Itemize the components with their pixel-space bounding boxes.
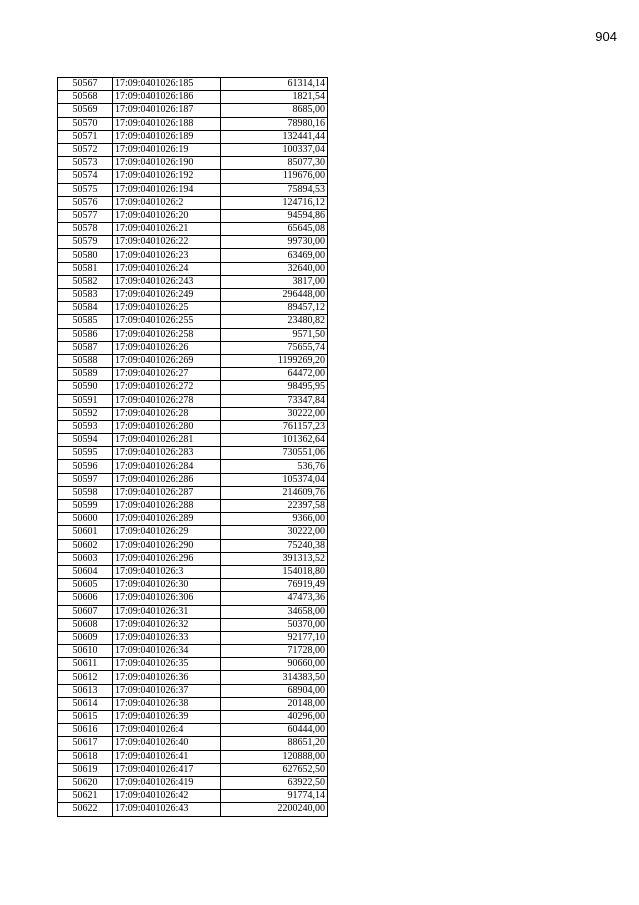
cadastral-value-cell: 730551,06 (221, 447, 328, 460)
row-number-cell: 50613 (58, 684, 113, 697)
table-row (58, 724, 328, 737)
cadastral-number-cell: 17:09:0401026:34 (113, 645, 221, 658)
table-row (58, 275, 328, 288)
cadastral-number-cell: 17:09:0401026:290 (113, 539, 221, 552)
row-number-cell: 50574 (58, 170, 113, 183)
cadastral-value-cell: 119676,00 (221, 170, 328, 183)
cadastral-number-cell: 17:09:0401026:4 (113, 724, 221, 737)
cadastral-value-cell: 68904,00 (221, 684, 328, 697)
cadastral-value-cell: 124716,12 (221, 196, 328, 209)
row-number-cell: 50607 (58, 605, 113, 618)
cadastral-value-cell: 89457,12 (221, 302, 328, 315)
cadastral-value-cell: 30222,00 (221, 407, 328, 420)
table-row (58, 552, 328, 565)
cadastral-number-cell: 17:09:0401026:190 (113, 157, 221, 170)
cadastral-number-cell: 17:09:0401026:19 (113, 143, 221, 156)
cadastral-number-cell: 17:09:0401026:283 (113, 447, 221, 460)
cadastral-value-cell: 75655,74 (221, 341, 328, 354)
cadastral-number-cell: 17:09:0401026:3 (113, 565, 221, 578)
table-row (58, 302, 328, 315)
cadastral-value-cell: 105374,04 (221, 473, 328, 486)
cadastral-value-cell: 78980,16 (221, 117, 328, 130)
row-number-cell: 50606 (58, 592, 113, 605)
cadastral-value-cell: 90660,00 (221, 658, 328, 671)
cadastral-number-cell: 17:09:0401026:280 (113, 420, 221, 433)
cadastral-number-cell: 17:09:0401026:26 (113, 341, 221, 354)
table-row (58, 78, 328, 91)
table-row (58, 183, 328, 196)
cadastral-number-cell: 17:09:0401026:417 (113, 763, 221, 776)
cadastral-number-cell: 17:09:0401026:194 (113, 183, 221, 196)
cadastral-value-cell: 92177,10 (221, 631, 328, 644)
cadastral-number-cell: 17:09:0401026:29 (113, 526, 221, 539)
cadastral-number-cell: 17:09:0401026:24 (113, 262, 221, 275)
row-number-cell: 50573 (58, 157, 113, 170)
table-row (58, 658, 328, 671)
row-number-cell: 50610 (58, 645, 113, 658)
cadastral-number-cell: 17:09:0401026:192 (113, 170, 221, 183)
row-number-cell: 50586 (58, 328, 113, 341)
row-number-cell: 50578 (58, 223, 113, 236)
page-number: 904 (595, 29, 617, 44)
cadastral-number-cell: 17:09:0401026:287 (113, 486, 221, 499)
table-row (58, 91, 328, 104)
row-number-cell: 50595 (58, 447, 113, 460)
row-number-cell: 50612 (58, 671, 113, 684)
cadastral-number-cell: 17:09:0401026:43 (113, 803, 221, 816)
row-number-cell: 50585 (58, 315, 113, 328)
cadastral-value-cell: 85077,30 (221, 157, 328, 170)
cadastral-value-cell: 120888,00 (221, 750, 328, 763)
row-number-cell: 50587 (58, 341, 113, 354)
row-number-cell: 50583 (58, 289, 113, 302)
cadastral-number-cell: 17:09:0401026:189 (113, 130, 221, 143)
row-number-cell: 50572 (58, 143, 113, 156)
cadastral-number-cell: 17:09:0401026:258 (113, 328, 221, 341)
row-number-cell: 50568 (58, 91, 113, 104)
cadastral-number-cell: 17:09:0401026:35 (113, 658, 221, 671)
cadastral-value-cell: 9571,50 (221, 328, 328, 341)
table-row (58, 354, 328, 367)
cadastral-value-cell: 50370,00 (221, 618, 328, 631)
row-number-cell: 50576 (58, 196, 113, 209)
cadastral-number-cell: 17:09:0401026:39 (113, 711, 221, 724)
row-number-cell: 50571 (58, 130, 113, 143)
cadastral-number-cell: 17:09:0401026:27 (113, 368, 221, 381)
cadastral-value-cell: 32640,00 (221, 262, 328, 275)
cadastral-value-cell: 8685,00 (221, 104, 328, 117)
cadastral-number-cell: 17:09:0401026:41 (113, 750, 221, 763)
table-row (58, 209, 328, 222)
row-number-cell: 50592 (58, 407, 113, 420)
cadastral-value-cell: 76919,49 (221, 579, 328, 592)
table-row (58, 684, 328, 697)
cadastral-value-cell: 296448,00 (221, 289, 328, 302)
table-row (58, 368, 328, 381)
table-row (58, 697, 328, 710)
cadastral-value-cell: 71728,00 (221, 645, 328, 658)
cadastral-number-cell: 17:09:0401026:286 (113, 473, 221, 486)
row-number-cell: 50596 (58, 460, 113, 473)
table-row (58, 289, 328, 302)
cadastral-value-cell: 98495,95 (221, 381, 328, 394)
row-number-cell: 50608 (58, 618, 113, 631)
cadastral-value-cell: 63922,50 (221, 776, 328, 789)
cadastral-value-cell: 100337,04 (221, 143, 328, 156)
row-number-cell: 50589 (58, 368, 113, 381)
cadastral-number-cell: 17:09:0401026:272 (113, 381, 221, 394)
row-number-cell: 50577 (58, 209, 113, 222)
table-row (58, 315, 328, 328)
cadastral-value-cell: 34658,00 (221, 605, 328, 618)
cadastral-value-cell: 22397,58 (221, 500, 328, 513)
table-row (58, 776, 328, 789)
cadastral-number-cell: 17:09:0401026:249 (113, 289, 221, 302)
cadastral-value-cell: 314383,50 (221, 671, 328, 684)
row-number-cell: 50569 (58, 104, 113, 117)
cadastral-value-cell: 214609,76 (221, 486, 328, 499)
table-row (58, 711, 328, 724)
row-number-cell: 50603 (58, 552, 113, 565)
cadastral-number-cell: 17:09:0401026:37 (113, 684, 221, 697)
table-row (58, 196, 328, 209)
table-row (58, 420, 328, 433)
cadastral-number-cell: 17:09:0401026:269 (113, 354, 221, 367)
table-row (58, 605, 328, 618)
table-row (58, 565, 328, 578)
cadastral-number-cell: 17:09:0401026:188 (113, 117, 221, 130)
cadastral-value-cell: 99730,00 (221, 236, 328, 249)
cadastral-number-cell: 17:09:0401026:187 (113, 104, 221, 117)
cadastral-number-cell: 17:09:0401026:281 (113, 434, 221, 447)
cadastral-number-cell: 17:09:0401026:186 (113, 91, 221, 104)
table-row (58, 117, 328, 130)
row-number-cell: 50622 (58, 803, 113, 816)
row-number-cell: 50598 (58, 486, 113, 499)
table-row (58, 500, 328, 513)
table-body (58, 78, 328, 817)
row-number-cell: 50600 (58, 513, 113, 526)
cadastral-number-cell: 17:09:0401026:289 (113, 513, 221, 526)
row-number-cell: 50567 (58, 78, 113, 91)
row-number-cell: 50602 (58, 539, 113, 552)
row-number-cell: 50618 (58, 750, 113, 763)
cadastral-value-cell: 65645,08 (221, 223, 328, 236)
table-row (58, 447, 328, 460)
row-number-cell: 50579 (58, 236, 113, 249)
cadastral-value-cell: 536,76 (221, 460, 328, 473)
cadastral-value-cell: 30222,00 (221, 526, 328, 539)
row-number-cell: 50588 (58, 354, 113, 367)
row-number-cell: 50599 (58, 500, 113, 513)
cadastral-value-cell: 47473,36 (221, 592, 328, 605)
cadastral-number-cell: 17:09:0401026:42 (113, 790, 221, 803)
cadastral-number-cell: 17:09:0401026:2 (113, 196, 221, 209)
cadastral-value-cell: 132441,44 (221, 130, 328, 143)
table-row (58, 407, 328, 420)
cadastral-value-cell: 63469,00 (221, 249, 328, 262)
cadastral-value-cell: 3817,00 (221, 275, 328, 288)
cadastral-value-cell: 61314,14 (221, 78, 328, 91)
cadastral-value-cell: 9366,00 (221, 513, 328, 526)
row-number-cell: 50601 (58, 526, 113, 539)
row-number-cell: 50591 (58, 394, 113, 407)
table-row (58, 170, 328, 183)
cadastral-number-cell: 17:09:0401026:30 (113, 579, 221, 592)
table-row (58, 579, 328, 592)
cadastral-value-cell: 75894,53 (221, 183, 328, 196)
cadastral-value-cell: 75240,38 (221, 539, 328, 552)
table-row (58, 381, 328, 394)
row-number-cell: 50611 (58, 658, 113, 671)
cadastral-value-cell: 627652,50 (221, 763, 328, 776)
row-number-cell: 50580 (58, 249, 113, 262)
table-row (58, 592, 328, 605)
cadastral-number-cell: 17:09:0401026:40 (113, 737, 221, 750)
table-row (58, 460, 328, 473)
cadastral-number-cell: 17:09:0401026:243 (113, 275, 221, 288)
cadastral-number-cell: 17:09:0401026:25 (113, 302, 221, 315)
table-row (58, 513, 328, 526)
cadastral-number-cell: 17:09:0401026:284 (113, 460, 221, 473)
row-number-cell: 50590 (58, 381, 113, 394)
cadastral-number-cell: 17:09:0401026:38 (113, 697, 221, 710)
cadastral-value-cell: 20148,00 (221, 697, 328, 710)
cadastral-value-cell: 101362,64 (221, 434, 328, 447)
table-row (58, 249, 328, 262)
row-number-cell: 50593 (58, 420, 113, 433)
cadastral-value-cell: 761157,23 (221, 420, 328, 433)
row-number-cell: 50570 (58, 117, 113, 130)
cadastral-value-cell: 73347,84 (221, 394, 328, 407)
table-row (58, 790, 328, 803)
cadastral-value-cell: 94594,86 (221, 209, 328, 222)
cadastral-number-cell: 17:09:0401026:20 (113, 209, 221, 222)
table-row (58, 526, 328, 539)
table-row (58, 434, 328, 447)
table-row (58, 486, 328, 499)
table-row (58, 394, 328, 407)
table-row (58, 236, 328, 249)
cadastral-value-cell: 60444,00 (221, 724, 328, 737)
cadastral-number-cell: 17:09:0401026:185 (113, 78, 221, 91)
cadastral-number-cell: 17:09:0401026:23 (113, 249, 221, 262)
row-number-cell: 50594 (58, 434, 113, 447)
table-row (58, 130, 328, 143)
table-row (58, 803, 328, 816)
row-number-cell: 50609 (58, 631, 113, 644)
table-row (58, 143, 328, 156)
table-row (58, 328, 328, 341)
row-number-cell: 50575 (58, 183, 113, 196)
cadastral-value-cell: 88651,20 (221, 737, 328, 750)
row-number-cell: 50617 (58, 737, 113, 750)
row-number-cell: 50616 (58, 724, 113, 737)
cadastral-value-cell: 1821,54 (221, 91, 328, 104)
cadastral-value-cell: 391313,52 (221, 552, 328, 565)
cadastral-number-cell: 17:09:0401026:28 (113, 407, 221, 420)
cadastral-value-cell: 154018,80 (221, 565, 328, 578)
cadastral-number-cell: 17:09:0401026:33 (113, 631, 221, 644)
cadastral-value-cell: 2200240,00 (221, 803, 328, 816)
cadastral-value-table (57, 77, 328, 817)
row-number-cell: 50604 (58, 565, 113, 578)
table-row (58, 631, 328, 644)
table-row (58, 671, 328, 684)
cadastral-number-cell: 17:09:0401026:22 (113, 236, 221, 249)
cadastral-number-cell: 17:09:0401026:296 (113, 552, 221, 565)
cadastral-number-cell: 17:09:0401026:255 (113, 315, 221, 328)
table-row (58, 645, 328, 658)
table-row (58, 341, 328, 354)
table-row (58, 262, 328, 275)
table-row (58, 750, 328, 763)
cadastral-number-cell: 17:09:0401026:306 (113, 592, 221, 605)
cadastral-number-cell: 17:09:0401026:32 (113, 618, 221, 631)
cadastral-number-cell: 17:09:0401026:31 (113, 605, 221, 618)
row-number-cell: 50620 (58, 776, 113, 789)
cadastral-value-cell: 1199269,20 (221, 354, 328, 367)
table-row (58, 104, 328, 117)
table-row (58, 473, 328, 486)
row-number-cell: 50597 (58, 473, 113, 486)
row-number-cell: 50584 (58, 302, 113, 315)
cadastral-value-cell: 23480,82 (221, 315, 328, 328)
row-number-cell: 50581 (58, 262, 113, 275)
table-row (58, 223, 328, 236)
row-number-cell: 50582 (58, 275, 113, 288)
row-number-cell: 50615 (58, 711, 113, 724)
table-row (58, 737, 328, 750)
table-row (58, 763, 328, 776)
cadastral-number-cell: 17:09:0401026:278 (113, 394, 221, 407)
cadastral-number-cell: 17:09:0401026:288 (113, 500, 221, 513)
row-number-cell: 50621 (58, 790, 113, 803)
cadastral-value-cell: 91774,14 (221, 790, 328, 803)
cadastral-value-cell: 40296,00 (221, 711, 328, 724)
cadastral-number-cell: 17:09:0401026:36 (113, 671, 221, 684)
table-row (58, 539, 328, 552)
cadastral-number-cell: 17:09:0401026:419 (113, 776, 221, 789)
table-row (58, 618, 328, 631)
cadastral-value-cell: 64472,00 (221, 368, 328, 381)
row-number-cell: 50614 (58, 697, 113, 710)
row-number-cell: 50619 (58, 763, 113, 776)
cadastral-number-cell: 17:09:0401026:21 (113, 223, 221, 236)
row-number-cell: 50605 (58, 579, 113, 592)
table-row (58, 157, 328, 170)
